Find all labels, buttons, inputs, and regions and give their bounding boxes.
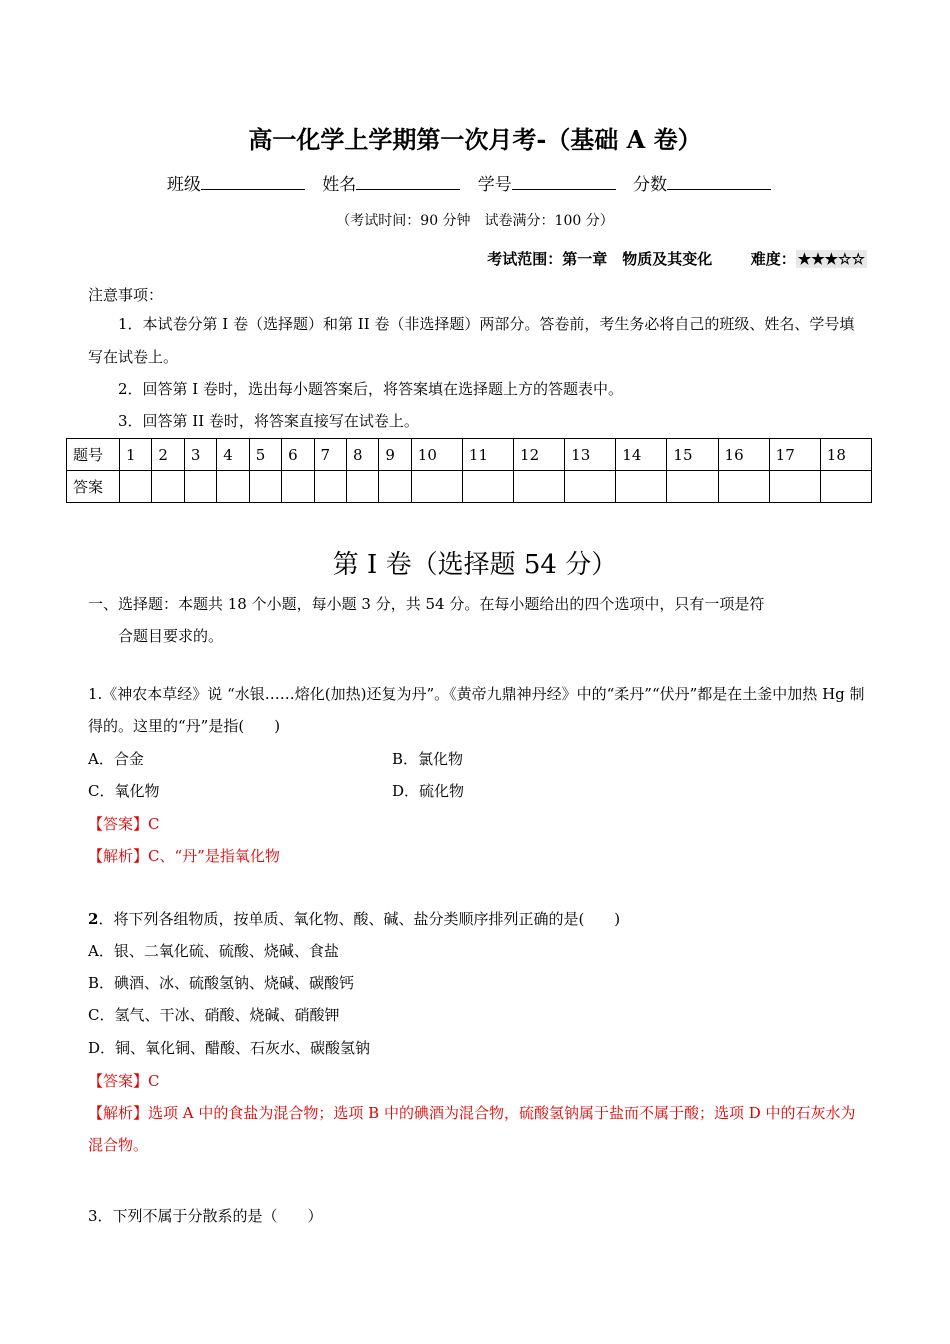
- section-title: 第 I 卷（选择题 54 分）: [332, 550, 618, 580]
- notice-item-2: 2．回答第 I 卷时，选出每小题答案后，将答案填在选择题上方的答题表中。: [118, 380, 624, 398]
- row-label-number: 题号: [67, 439, 120, 471]
- question-2-option-a[interactable]: A．银、二氧化硫、硫酸、烧碱、食盐: [88, 942, 339, 960]
- question-2-stem: [88, 903, 868, 935]
- answer-cell[interactable]: [346, 471, 378, 503]
- score-blank[interactable]: [667, 173, 771, 190]
- answer-table-number-row: [67, 439, 872, 471]
- question-number-cell: 6: [282, 439, 314, 471]
- question-number-cell: 11: [462, 439, 513, 471]
- class-label: 班级: [166, 175, 201, 195]
- question-2-option-b[interactable]: B．碘酒、冰、硫酸氢钠、烧碱、碳酸钙: [88, 974, 355, 992]
- notice-item-3: 3．回答第 II 卷时，将答案直接写在试卷上。: [118, 412, 419, 430]
- page-title: 高一化学上学期第一次月考-（基础 A 卷）: [248, 125, 702, 154]
- answer-cell[interactable]: [184, 471, 216, 503]
- row-label-answer: 答案: [67, 471, 120, 503]
- question-number-cell: 7: [314, 439, 346, 471]
- answer-cell[interactable]: [411, 471, 462, 503]
- question-number-cell: 8: [346, 439, 378, 471]
- question-number-cell: 13: [565, 439, 616, 471]
- difficulty-stars: ★★★☆☆: [797, 250, 865, 268]
- answer-cell[interactable]: [152, 471, 184, 503]
- answer-cell[interactable]: [769, 471, 820, 503]
- answer-cell[interactable]: [249, 471, 281, 503]
- question-number-cell: 10: [411, 439, 462, 471]
- question-number-cell: 18: [820, 439, 871, 471]
- name-blank[interactable]: [356, 173, 460, 190]
- question-number-cell: 4: [217, 439, 249, 471]
- answer-cell[interactable]: [314, 471, 346, 503]
- question-number-cell: 16: [718, 439, 769, 471]
- answer-label: 【答案】: [88, 1072, 149, 1090]
- section-instructions-line2: 合题目要求的。: [118, 627, 224, 645]
- analysis-text: 选项 A 中的食盐为混合物；选项 B 中的碘酒为混合物，硫酸氢钠属于盐而不属于酸；选项 D 中的石灰水为混合物。: [88, 1104, 856, 1154]
- question-2-text: ．将下列各组物质，按单质、氧化物、酸、碱、盐分类顺序排列正确的是( ): [98, 910, 621, 928]
- question-number-cell: 1: [120, 439, 152, 471]
- question-2-answer: [88, 1065, 160, 1097]
- analysis-label: 【解析】: [88, 1104, 149, 1122]
- student-id-label: 学号: [477, 175, 512, 195]
- answer-cell[interactable]: [565, 471, 616, 503]
- question-1-option-c[interactable]: C．氧化物: [88, 782, 160, 800]
- question-1-stem: 1.《神农本草经》说 “水银……熔化(加热)还复为丹”。《黄帝九鼎神丹经》中的“柔丹”“伏丹”都是在土釜中加热 Hg 制得的。这里的“丹”是指( ): [88, 685, 865, 735]
- answer-value: C: [148, 1072, 160, 1090]
- scope-text: 考试范围：第一章 物质及其变化: [487, 250, 713, 268]
- question-number-cell: 15: [667, 439, 718, 471]
- answer-cell[interactable]: [616, 471, 667, 503]
- exam-time-note: （考试时间：90 分钟 试卷满分：100 分）: [336, 213, 614, 229]
- notice-title: 注意事项：: [88, 286, 164, 304]
- answer-table: [66, 438, 872, 503]
- analysis-text: C、“丹”是指氧化物: [148, 847, 280, 865]
- answer-cell[interactable]: [379, 471, 411, 503]
- answer-cell[interactable]: [217, 471, 249, 503]
- student-info-line: [0, 170, 950, 195]
- question-1-option-d[interactable]: D．硫化物: [392, 782, 465, 800]
- question-number-cell: 5: [249, 439, 281, 471]
- question-1-option-a[interactable]: A．合金: [88, 750, 144, 768]
- question-2-number: 2: [88, 910, 99, 928]
- answer-label: 【答案】: [88, 815, 149, 833]
- question-number-cell: 2: [152, 439, 184, 471]
- answer-cell[interactable]: [462, 471, 513, 503]
- answer-cell[interactable]: [120, 471, 152, 503]
- answer-cell[interactable]: [718, 471, 769, 503]
- exam-scope: [420, 248, 867, 269]
- question-number-cell: 9: [379, 439, 411, 471]
- answer-cell[interactable]: [514, 471, 565, 503]
- answer-cell[interactable]: [282, 471, 314, 503]
- question-number-cell: 3: [184, 439, 216, 471]
- notice-item-1: 1．本试卷分第 I 卷（选择题）和第 II 卷（非选择题）两部分。答卷前，考生务必将自己的班级、姓名、学号填写在试卷上。: [88, 315, 855, 366]
- question-number-cell: 17: [769, 439, 820, 471]
- answer-value: C: [148, 815, 160, 833]
- question-1-analysis: [88, 840, 280, 872]
- analysis-label: 【解析】: [88, 847, 149, 865]
- name-label: 姓名: [322, 175, 357, 195]
- answer-table-answer-row: [67, 471, 872, 503]
- question-2-option-c[interactable]: C．氢气、干冰、硝酸、烧碱、硝酸钾: [88, 1006, 340, 1024]
- student-id-blank[interactable]: [512, 173, 616, 190]
- question-number-cell: 14: [616, 439, 667, 471]
- question-3-stem: 3．下列不属于分散系的是（ ）: [88, 1207, 323, 1225]
- question-2-option-d[interactable]: D．铜、氧化铜、醋酸、石灰水、碳酸氢钠: [88, 1039, 371, 1057]
- answer-cell[interactable]: [820, 471, 871, 503]
- question-1-answer: [88, 808, 160, 840]
- question-number-cell: 12: [514, 439, 565, 471]
- section-instructions-line1: 一、选择题：本题共 18 个小题，每小题 3 分，共 54 分。在每小题给出的四个选项中，只有一项是符: [88, 595, 765, 613]
- class-blank[interactable]: [201, 173, 305, 190]
- question-2-analysis: [88, 1097, 868, 1161]
- answer-cell[interactable]: [667, 471, 718, 503]
- question-1-option-b[interactable]: B．氯化物: [392, 750, 464, 768]
- difficulty-label: 难度：: [750, 250, 796, 268]
- score-label: 分数: [633, 175, 668, 195]
